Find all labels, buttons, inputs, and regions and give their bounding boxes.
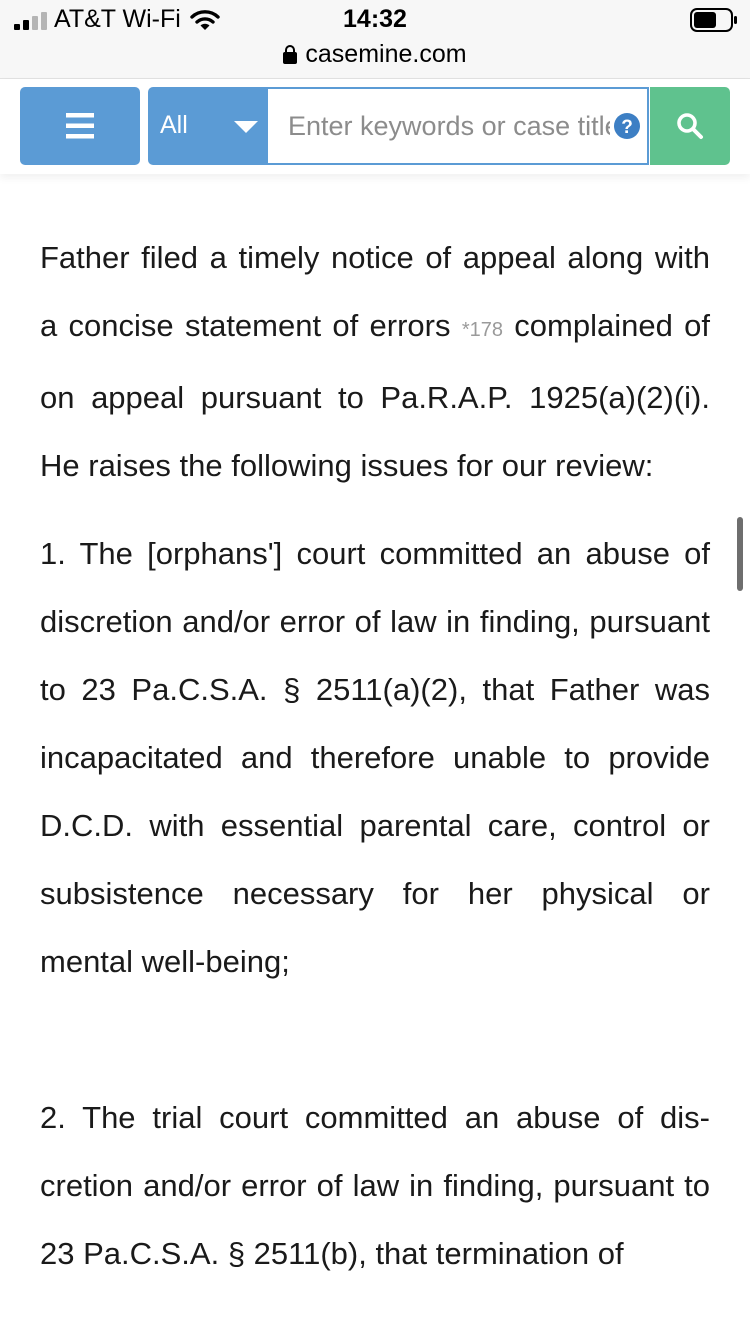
menu-button[interactable] <box>20 87 140 165</box>
paragraph-notice-of-appeal <box>40 224 710 500</box>
search-button[interactable] <box>650 87 730 165</box>
search-input[interactable] <box>288 89 610 163</box>
paragraph-text: complained of on appeal pursuant to Pa.R.A.P. 1925(a)(2)(i). He raises the following issues for our review: <box>40 308 710 483</box>
paragraph-text: Father filed a timely notice of appeal along with a concise statement of errors <box>40 240 710 343</box>
case-text <box>40 224 710 1288</box>
search-field <box>268 87 649 165</box>
status-bar <box>0 0 750 79</box>
search-toolbar <box>0 79 750 174</box>
issue-2: 2. The trial court committed an abuse of discretion and/or error of law in finding, pursuant to 23 Pa.C.S.A. § 2511(b), that termination of <box>40 1100 710 1271</box>
issue-1: 1. The [orphans'] court committed an abuse of discretion and/or error of law in finding, pursuant to 23 Pa.C.S.A. § 2511(a)(2), that Father was incapacitated and therefore unable to provide D.C.D. with essential parental care, control or subsistence necessary for her physical or mental well-being; <box>40 536 710 979</box>
carrier-name: AT&T Wi-Fi <box>54 5 181 33</box>
battery-icon <box>690 8 738 32</box>
lock-icon <box>283 44 297 64</box>
category-filter-select[interactable] <box>148 87 268 165</box>
question-circle-icon[interactable] <box>614 113 640 139</box>
hamburger-menu-icon <box>66 113 94 139</box>
magnifier-icon <box>676 112 704 140</box>
status-clock: 14:32 <box>343 5 407 33</box>
url-text: casemine.com <box>305 40 467 68</box>
address-bar[interactable] <box>0 40 750 69</box>
scroll-indicator[interactable] <box>737 517 743 591</box>
page-marker: *178 <box>461 319 503 341</box>
caret-down-icon <box>234 121 258 133</box>
filter-label: All <box>160 111 188 139</box>
svg-text:?: ? <box>621 117 633 138</box>
